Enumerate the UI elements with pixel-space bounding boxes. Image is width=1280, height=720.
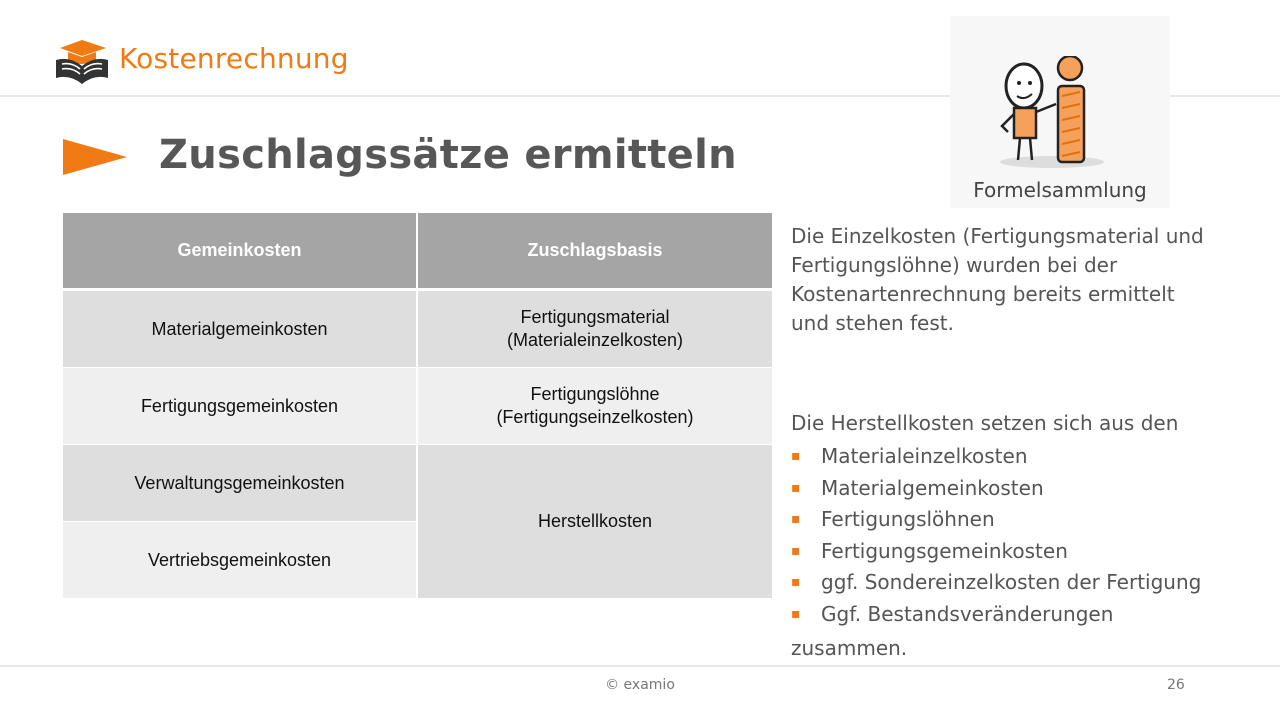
list-item-label: Materialgemeinkosten [821, 475, 1044, 500]
square-bullet-icon: ▪ [791, 511, 801, 528]
title-arrow-icon [63, 139, 127, 175]
list-item [791, 505, 1201, 537]
list-item [791, 537, 1201, 569]
column-header-gemeinkosten: Gemeinkosten [63, 213, 417, 290]
table-row [63, 290, 772, 368]
cell-gemeinkosten: Fertigungsgemeinkosten [63, 368, 417, 445]
square-bullet-icon: ▪ [791, 574, 801, 591]
cell-gemeinkosten: Verwaltungsgemeinkosten [63, 445, 417, 522]
info-figure-icon [992, 56, 1128, 172]
list-item-label: Fertigungsgemeinkosten [821, 538, 1068, 563]
cell-zuschlagsbasis-text: Fertigungsmaterial (Materialeinzelkosten) [506, 307, 684, 350]
square-bullet-icon: ▪ [791, 479, 801, 496]
list-item-label: ggf. Sondereinzelkosten der Fertigung [821, 570, 1202, 595]
column-header-zuschlagsbasis: Zuschlagsbasis [417, 213, 772, 290]
formelsammlung-link[interactable] [950, 16, 1170, 208]
list-item [791, 568, 1201, 600]
list-item-label: Materialeinzelkosten [821, 444, 1028, 468]
zuschlag-table [63, 213, 772, 598]
list-item [791, 474, 1201, 506]
cell-zuschlagsbasis [417, 368, 772, 445]
closing-text: zusammen. [791, 636, 908, 660]
table-row [63, 368, 772, 445]
herstellkosten-intro: Die Herstellkosten setzen sich aus den [791, 411, 1179, 435]
table-row [63, 445, 772, 522]
copyright: © examio [605, 677, 675, 693]
list-item [791, 600, 1201, 632]
list-item-label: Fertigungslöhnen [821, 507, 995, 532]
list-item-label: Ggf. Bestandsveränderungen [821, 601, 1114, 626]
cell-zuschlagsbasis-text: Fertigungslöhne (Fertigungseinzelkosten) [496, 384, 694, 427]
list-item [791, 442, 1201, 474]
square-bullet-icon: ▪ [791, 448, 801, 464]
herstellkosten-components-list [791, 442, 1201, 632]
cell-gemeinkosten: Materialgemeinkosten [63, 290, 417, 368]
cell-zuschlagsbasis [417, 290, 772, 368]
footer-divider [0, 665, 1280, 667]
cell-gemeinkosten: Vertriebsgemeinkosten [63, 522, 417, 599]
page-number: 26 [1167, 677, 1185, 693]
square-bullet-icon: ▪ [791, 542, 801, 559]
formelsammlung-label: Formelsammlung [973, 178, 1147, 202]
slide-title: Zuschlagssätze ermitteln [159, 132, 737, 178]
table-header-row [63, 213, 772, 290]
square-bullet-icon: ▪ [791, 605, 801, 622]
cell-zuschlagsbasis: Herstellkosten [417, 445, 772, 599]
graduation-cap-book-logo [54, 38, 110, 86]
brand-name: Kostenrechnung [119, 42, 349, 75]
einzelkosten-paragraph: Die Einzelkosten (Fertigungsmaterial und Fertigungslöhne) wurden bei der Kostenartenrechnung bereits ermittelt und stehen fest. [791, 224, 1204, 335]
